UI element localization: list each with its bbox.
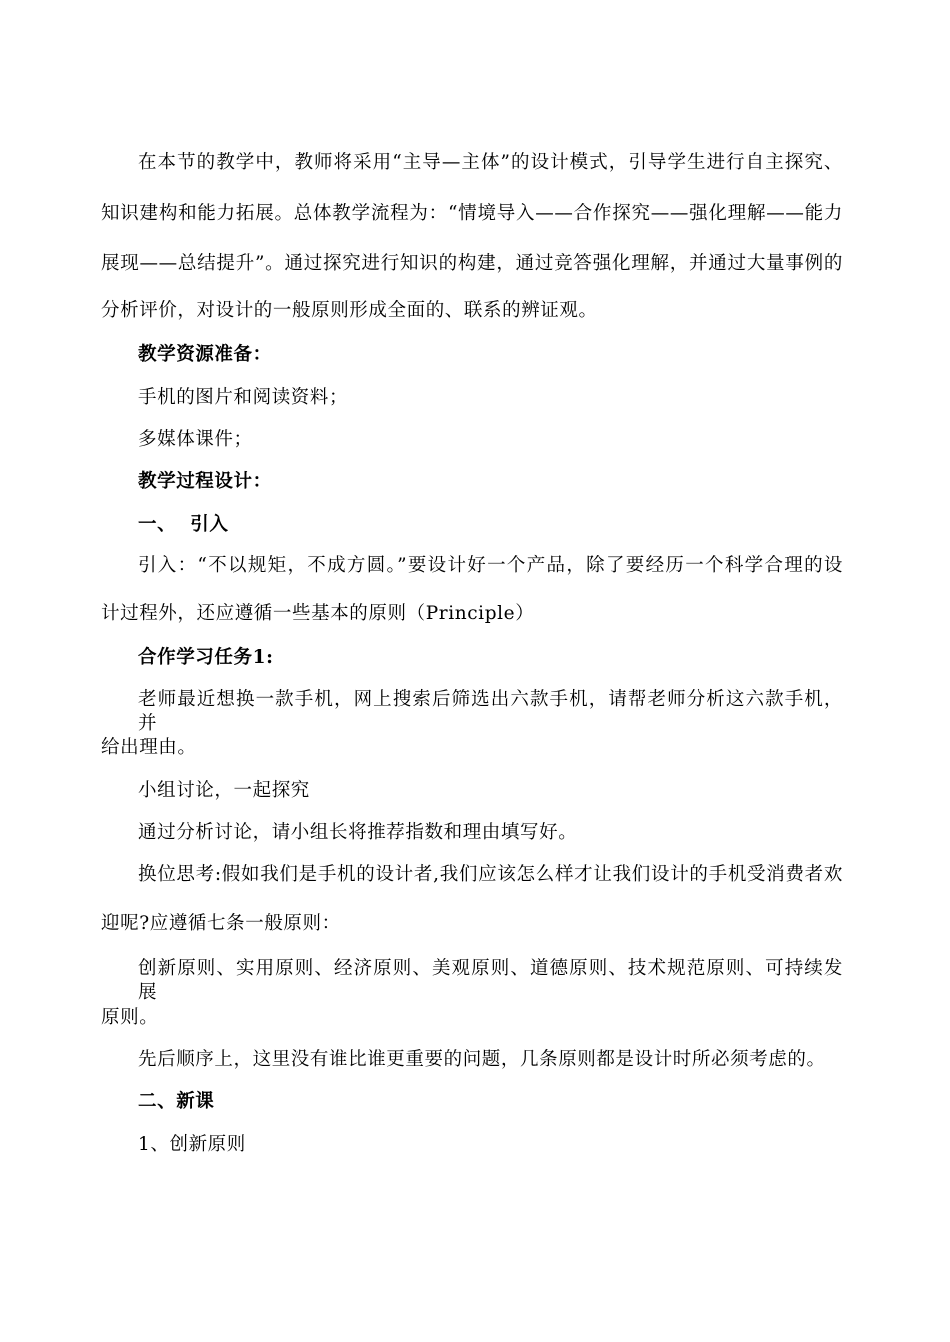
intro-paragraph-line-4: 分析评价，对设计的一般原则形成全面的、联系的辨证观。 [101, 300, 598, 321]
item-1-innovation: 1、创新原则 [138, 1134, 246, 1155]
intro-paragraph-line-2: 知识建构和能力拓展。总体教学流程为：“情境导入——合作探究——强化理解——能力 [101, 203, 843, 224]
resources-heading: 教学资源准备： [138, 344, 272, 365]
yinru-line-1: 引入：“不以规矩，不成方圆。”要设计好一个产品，除了要经历一个科学合理的设 [138, 555, 843, 576]
principles-line-1: 创新原则、实用原则、经济原则、美观原则、道德原则、技术规范原则、可持续发展 [138, 958, 843, 1003]
intro-paragraph-line-3: 展现——总结提升”。通过探究进行知识的构建，通过竞答强化理解，并通过大量事例的 [101, 253, 843, 274]
section1-heading: 一、 引入 [138, 514, 229, 535]
resource-item-1: 手机的图片和阅读资料； [138, 387, 349, 408]
think-line-1: 换位思考:假如我们是手机的设计者,我们应该怎么样才让我们设计的手机受消费者欢 [138, 864, 843, 885]
principles-line-2: 原则。 [101, 1007, 159, 1028]
group-discussion-line: 小组讨论，一起探究 [138, 780, 310, 801]
order-note-line: 先后顺序上，这里没有谁比谁更重要的问题，几条原则都是设计时所必须考虑的。 [138, 1049, 826, 1070]
process-heading: 教学过程设计： [138, 471, 272, 492]
yinru-line-2: 计过程外，还应遵循一些基本的原则（Principle） [101, 603, 535, 624]
fill-in-line: 通过分析讨论，请小组长将推荐指数和理由填写好。 [138, 822, 578, 843]
intro-paragraph-line-1: 在本节的教学中，教师将采用“主导—主体”的设计模式，引导学生进行自主探究、 [138, 152, 843, 173]
task1-heading: 合作学习任务1: [138, 647, 274, 668]
resource-item-2: 多媒体课件； [138, 429, 253, 450]
task1-line-2: 给出理由。 [101, 737, 197, 758]
think-line-2: 迎呢?应遵循七条一般原则： [101, 913, 341, 934]
section2-heading: 二、新课 [138, 1091, 215, 1112]
task1-line-1: 老师最近想换一款手机，网上搜索后筛选出六款手机，请帮老师分析这六款手机，并 [138, 689, 843, 734]
